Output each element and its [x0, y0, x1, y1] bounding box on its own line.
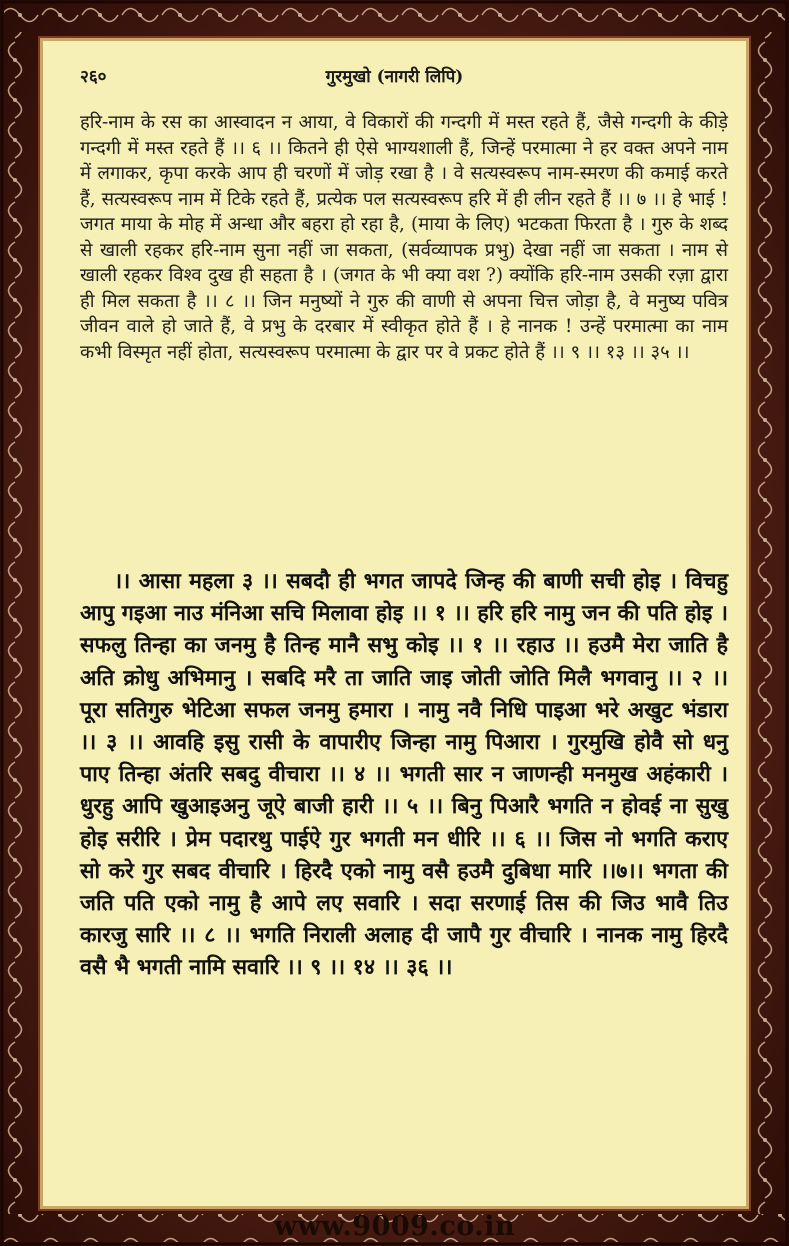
page-paper [38, 36, 751, 1211]
page-number: २६० [80, 67, 107, 87]
translation-paragraph: हरि-नाम के रस का आस्वादन न आया, वे विकारों की गन्दगी में मस्त रहते हैं, जैसे गन्दगी के कीड़े गन्दगी में मस्त रहते हैं ।। ६ ।। कितने ही ऐसे भाग्यशाली हैं, जिन्हें परमात्मा ने हर वक्त अपने नाम में लगाकर, कृपा करके आप ही चरणों में जोड़ रखा है । वे सत्यस्वरूप नाम-स्मरण की कमाई करते हैं, सत्यस्वरूप नाम में टिके रहते हैं, प्रत्येक पल सत्यस्वरूप हरि में ही लीन रहते हैं ।। ७ ।। हे भाई ! जगत माया के मोह में अन्धा और बहरा हो रहा है, (माया के लिए) भटकता फिरता है । गुरु के शब्द से खाली रहकर हरि-नाम सुना नहीं जा सकता, (सर्वव्यापक प्रभु) देखा नहीं जा सकता । नाम से खाली रहकर विश्व दुख ही सहता है । (जगत के भी क्या वश ?) क्योंकि हरि-नाम उसकी रज़ा द्वारा ही मिल सकता है ।। ८ ।। जिन मनुष्यों ने गुरु की वाणी से अपना चित्त जोड़ा है, वे मनुष्य पवित्र जीवन वाले हो जाते हैं, वे प्रभु के दरबार में स्वीकृत होते हैं । हे नानक ! उन्हें परमात्मा का नाम कभी विस्मृत नहीं होता, सत्यस्वरूप परमात्मा के द्वार पर वे प्रकट होते हैं ।। ९ ।। १३ ।। ३५ ।। [80, 112, 728, 363]
page-title: गुरमुखो (नागरी लिपि) [325, 67, 464, 87]
footer-url[interactable]: www.9009.co.in [273, 1211, 516, 1242]
shabad-text: ।। आसा महला ३ ।। सबदौ ही भगत जापदे जिन्ह की बाणी सची होइ । विचहु आपु गइआ नाउ मंनिआ सचि मिलावा होइ ।। १ ।। हरि हरि नामु जन की पति होइ । सफलु तिन्हा का जनमु है तिन्ह मानै सभु कोइ ।। १ ।। रहाउ ।। हउमै मेरा जाति है अति क्रोधु अभिमानु । सबदि मरै ता जाति जाइ जोती जोति मिलै भगवानु ।। २ ।। पूरा सतिगुरु भेटिआ सफल जनमु हमारा । नामु नवै निधि पाइआ भरे अखुट भंडारा ।। ३ ।। आवहि इसु रासी के वापारीए जिन्हा नामु पिआरा । गुरमुखि होवै सो धनु पाए तिन्हा अंतरि सबदु वीचारा ।। ४ ।। भगती सार न जाणन्ही मनमुख अहंकारी । धुरहु आपि खुआइअनु जूऐ बाजी हारी ।। ५ ।। बिनु पिआरै भगति न होवई ना सुखु होइ सरीरि । प्रेम पदारथु पाईऐ गुर भगती मन धीरि ।। ६ ।। जिस नो भगति कराए सो करे गुर सबद वीचारि । हिरदै एको नामु वसै हउमै दुबिधा मारि ।।७।। भगता की जति पति एको नामु है आपे लए सवारि । सदा सरणाई तिस की जिउ भावै तिउ कारजु सारि ।। ८ ।। भगति निराली अलाह दी जापै गुर वीचारि । नानक नामु हिरदै वसै भै भगती नामि सवारि ।। ९ ।। १४ ।। ३६ ।। [80, 569, 728, 981]
page-header [80, 64, 709, 88]
shabad-paragraph [80, 566, 728, 985]
